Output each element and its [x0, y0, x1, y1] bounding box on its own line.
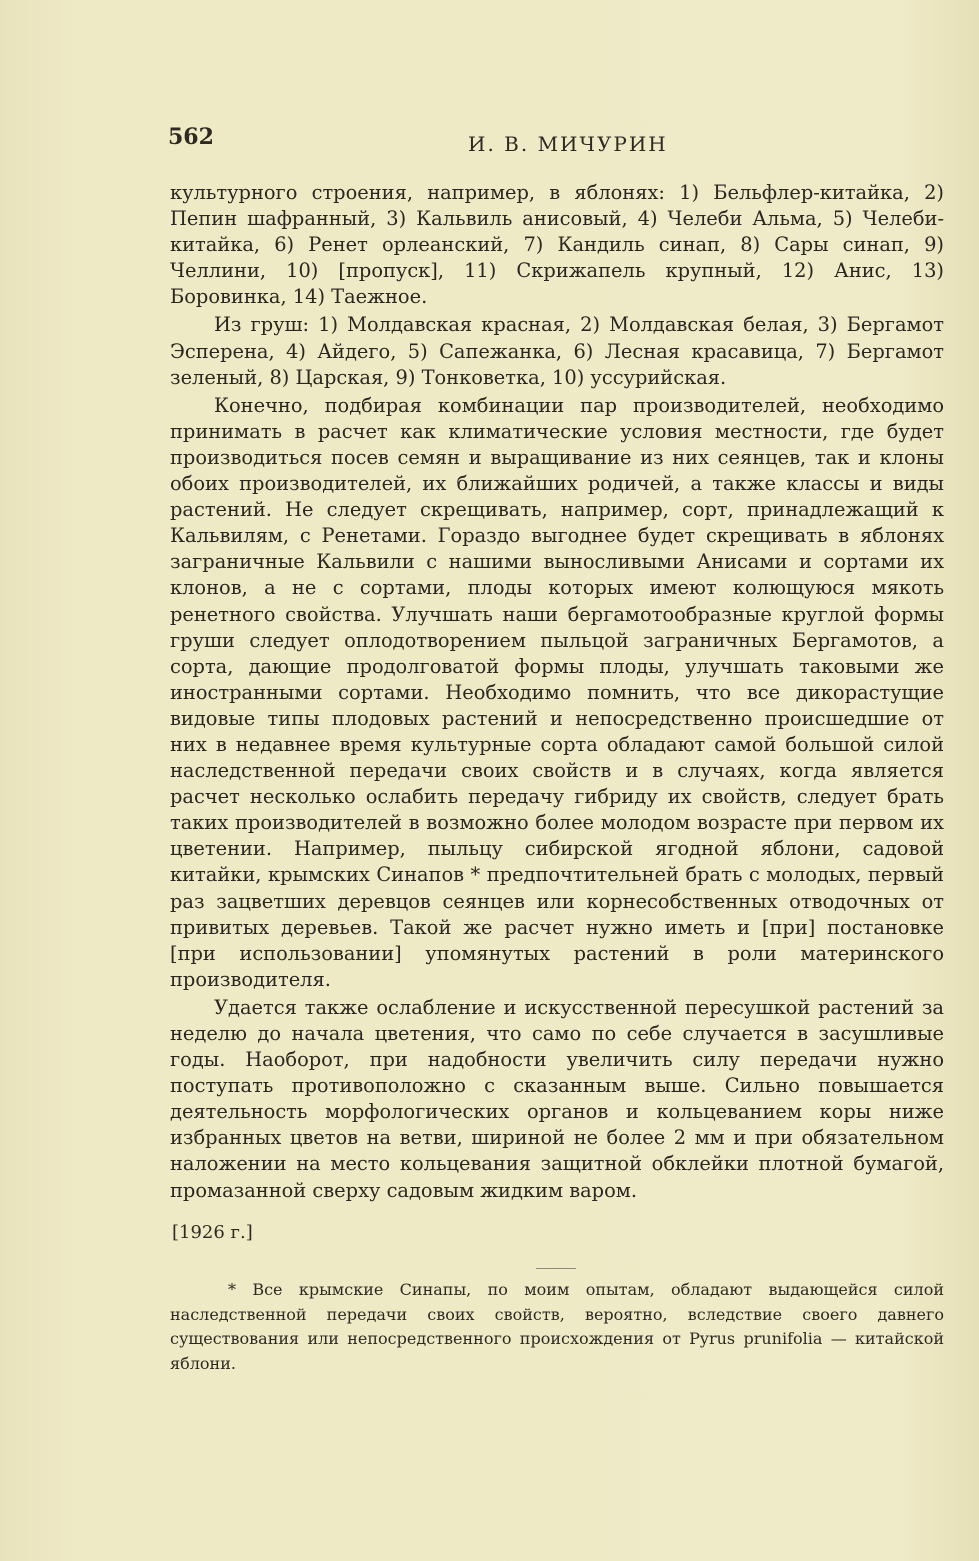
paragraph-2: Из груш: 1) Молдавская красная, 2) Молдавская белая, 3) Бергамот Эсперена, 4) Айдего, 5) Сапежанка, 6) Лесная красавица, 7) Бергамот зеленый, 8) Царская, 9) Тонковетка, 10) уссурийская. [170, 313, 944, 389]
main-text [170, 180, 944, 1204]
footnote-separator [536, 1268, 576, 1269]
date-note: [1926 г.] [172, 1222, 253, 1243]
page-header [168, 124, 944, 164]
paragraph-3: Конечно, подбирая комбинации пар производителей, необходимо принимать в расчет как климатические условия местности, где будет производиться посев семян и выращивание из них сеянцев, так и клоны обоих производителей, их ближайших родичей, а также классы и виды растений. Не следует скрещивать, например, сорт, принадлежащий к Кальвилям, с Ренетами. Гораздо выгоднее будет скрещивать в яблонях заграничные Кальвили с нашими выносливыми Анисами и сортами их клонов, а не с сортами, плоды которых имеют колющуюся мякоть ренетного свойства. Улучшать наши бергамотообразные круглой формы груши следует оплодотворением пыльцой заграничных Бергамотов, а сорта, дающие продолговатой формы плоды, улучшать таковыми же иностранными сортами. Необходимо помнить, что все дикорастущие видовые типы плодовых растений и непосредственно происшедшие от них в недавнее время культурные сорта обладают самой большой силой наследственной передачи своих свойств и в случаях, когда является расчет несколько ослабить передачу гибриду их свойств, следует брать таких производителей в возможно более молодом возрасте при первом их цветении. Например, пыльцу сибирской ягодной яблони, садовой китайки, крымских Синапов * предпочтительней брать с молодых, первый раз зацветших деревцов сеянцев или корнесобственных отводочных от привитых деревьев. Такой же расчет нужно иметь и [при] постановке [при использовании] упомянутых растений в роли материнского производителя. [170, 393, 944, 991]
paragraph-4: Удается также ослабление и искусственной пересушкой растений за неделю до начала цветения, что само по себе случается в засушливые годы. Наоборот, при надобности увеличить силу передачи нужно поступать противоположно с сказанным выше. Сильно повышается деятельность морфологических органов и кольцеванием коры ниже избранных цветов на ветви, шириной не более 2 мм и при обязательном наложении на место кольцевания защитной обклейки плотной бумагой, промазанной сверху садовым жидким варом. [170, 995, 944, 1202]
footnote [170, 1278, 944, 1376]
page-number: 562 [168, 124, 214, 150]
paragraph-1: культурного строения, например, в яблонях: 1) Бельфлер-китайка, 2) Пепин шафранный, 3) Кальвиль анисовый, 4) Челеби Альма, 5) Челеби-китайка, 6) Ренет орлеанский, 7) Кандиль синап, 8) Сары синап, 9) Челлини, 10) [пропуск], 11) Скрижапель крупный, 12) Анис, 13) Боровинка, 14) Таежное. [170, 181, 944, 309]
running-title: И. В. МИЧУРИН [468, 132, 668, 156]
footnote-text: * Все крымские Синапы, по моим опытам, обладают выдающейся силой наследственной передачи своих свойств, вероятно, вследствие своего давнего существования или непосредственного происхождения от Pyrus prunifolia — китайской яблони. [170, 1280, 944, 1373]
